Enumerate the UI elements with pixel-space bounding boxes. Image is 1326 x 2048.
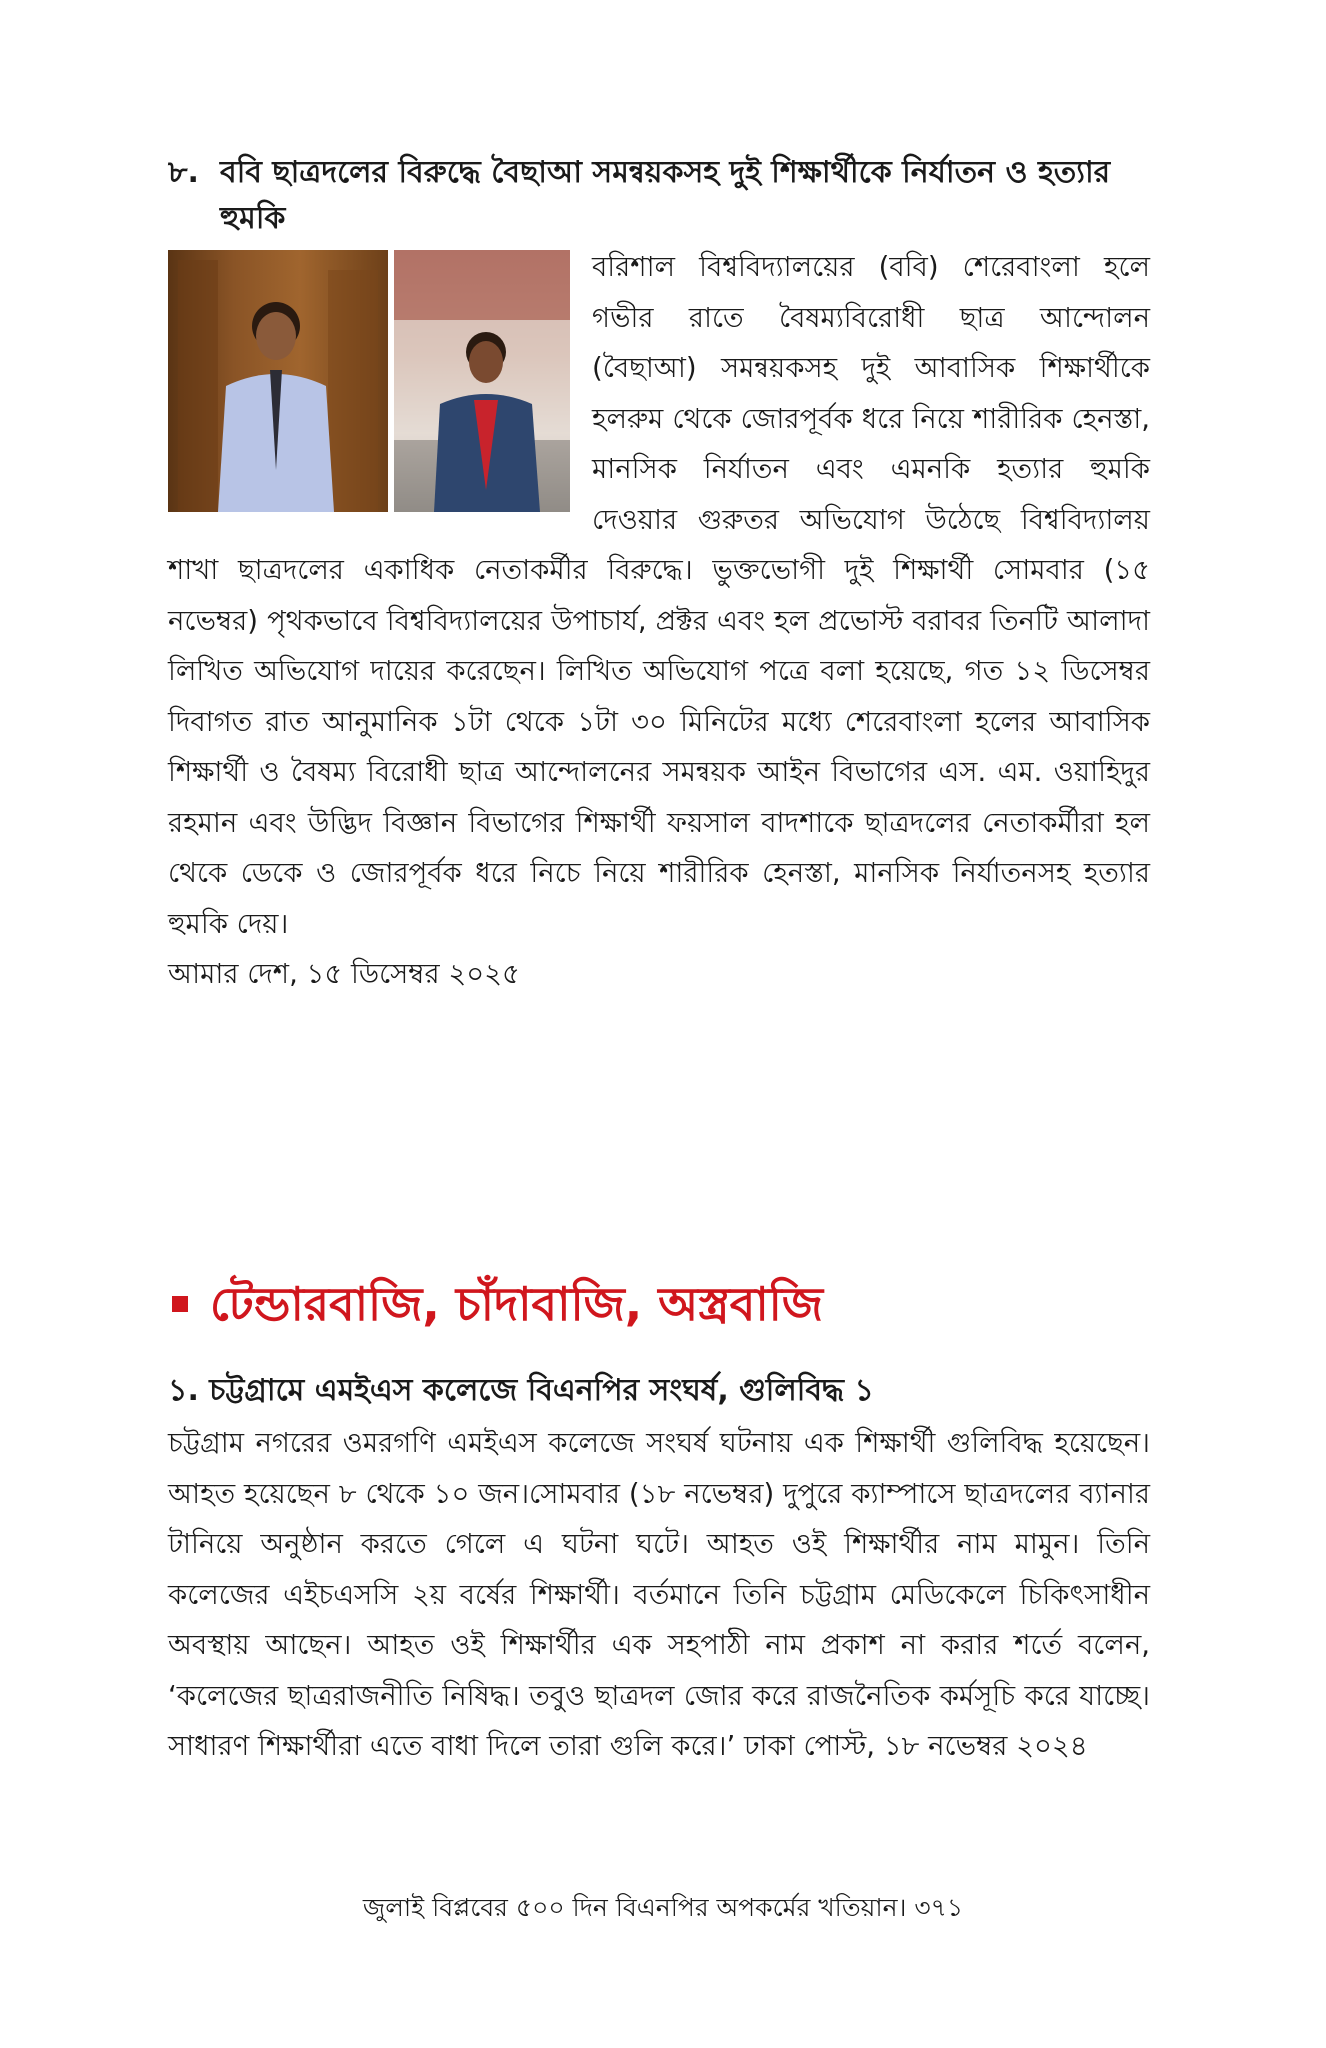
section-heading-text: টেন্ডারবাজি, চাঁদাবাজি, অস্ত্রবাজি bbox=[210, 1277, 823, 1331]
item-8-source: আমার দেশ, ১৫ ডিসেম্বর ২০২৫ bbox=[168, 958, 520, 990]
item-8-heading bbox=[168, 150, 1150, 242]
item-8-paragraph: বরিশাল বিশ্ববিদ্যালয়ের (ববি) শেরেবাংলা হলে গভীর রাতে বৈষম্যবিরোধী ছাত্র আন্দোলন (বৈছাআ) সমন্বয়কসহ দুই আবাসিক শিক্ষার্থীকে হলরুম থেকে জোরপূর্বক ধরে নিয়ে শারীরিক হেনস্তা, মানসিক নির্যাতন এবং এমনকি হত্যার হুমকি দেওয়ার গুরুতর অভিযোগ উঠেছে বিশ্ববিদ্যালয় শাখা ছাত্রদলের একাধিক নেতাকর্মীর বিরুদ্ধে। ভুক্তভোগী দুই শিক্ষার্থী সোমবার (১৫ নভেম্বর) পৃথকভাবে বিশ্ববিদ্যালয়ের উপাচার্য, প্রক্টর এবং হল প্রভোস্ট বরাবর তিনটি আলাদা লিখিত অভিযোগ দায়ের করেছেন। লিখিত অভিযোগ পত্রে বলা হয়েছে, গত ১২ ডিসেম্বর দিবাগত রাত আনুমানিক ১টা থেকে ১টা ৩০ মিনিটের মধ্যে শেরেবাংলা হলের আবাসিক শিক্ষার্থী ও বৈষম্য বিরোধী ছাত্র আন্দোলনের সমন্বয়ক আইন বিভাগের এস. এম. ওয়াহিদুর রহমান এবং উদ্ভিদ বিজ্ঞান বিভাগের শিক্ষার্থী ফয়সাল বাদশাকে ছাত্রদলের নেতাকর্মীরা হল থেকে ডেকে ও জোরপূর্বক ধরে নিচে নিয়ে শারীরিক হেনস্তা, মানসিক নির্যাতনসহ হত্যার হুমকি দেয়। bbox=[168, 251, 1150, 940]
item-8-number: ৮. bbox=[168, 155, 199, 190]
square-bullet-icon bbox=[172, 1296, 188, 1312]
page-footer: জুলাই বিপ্লবের ৫০০ দিন বিএনপির অপকর্মের খতিয়ান। ৩৭১ bbox=[362, 1893, 964, 1922]
photo-student-suit bbox=[168, 250, 388, 512]
item-1-paragraph: চট্টগ্রাম নগরের ওমরগণি এমইএস কলেজে সংঘর্ষ ঘটনায় এক শিক্ষার্থী গুলিবিদ্ধ হয়েছেন। আহত হয়েছেন ৮ থেকে ১০ জন।সোমবার (১৮ নভেম্বর) দুপুরে ক্যাম্পাসে ছাত্রদলের ব্যানার টানিয়ে অনুষ্ঠান করতে গেলে এ ঘটনা ঘটে। আহত ওই শিক্ষার্থীর নাম মামুন। তিনি কলেজের এইচএসসি ২য় বর্ষের শিক্ষার্থী। বর্তমানে তিনি চট্টগ্রাম মেডিকেলে চিকিৎসাধীন অবস্থায় আছেন। আহত ওই শিক্ষার্থীর এক সহপাঠী নাম প্রকাশ না করার শর্তে বলেন, ‘কলেজের ছাত্ররাজনীতি নিষিদ্ধ। তবুও ছাত্রদল জোর করে রাজনৈতিক কর্মসূচি করে যাচ্ছে। সাধারণ শিক্ষার্থীরা এতে বাধা দিলে তারা গুলি করে।’ ঢাকা পোস্ট, ১৮ নভেম্বর ২০২৪ bbox=[168, 1427, 1150, 1762]
item-1-heading: ১. চট্টগ্রামে এমইএস কলেজে বিএনপির সংঘর্ষ, গুলিবিদ্ধ ১ bbox=[168, 1373, 874, 1408]
section-heading bbox=[172, 1272, 823, 1336]
news-photo-pair bbox=[168, 250, 570, 512]
item-8-heading-text: ববি ছাত্রদলের বিরুদ্ধে বৈছাআ সমন্বয়কসহ দুই শিক্ষার্থীকে নির্যাতন ও হত্যার হুমকি bbox=[220, 155, 1111, 236]
item-1-block bbox=[168, 1368, 1150, 1772]
item-8-block bbox=[168, 150, 1150, 999]
photo-student-jacket bbox=[394, 250, 570, 512]
